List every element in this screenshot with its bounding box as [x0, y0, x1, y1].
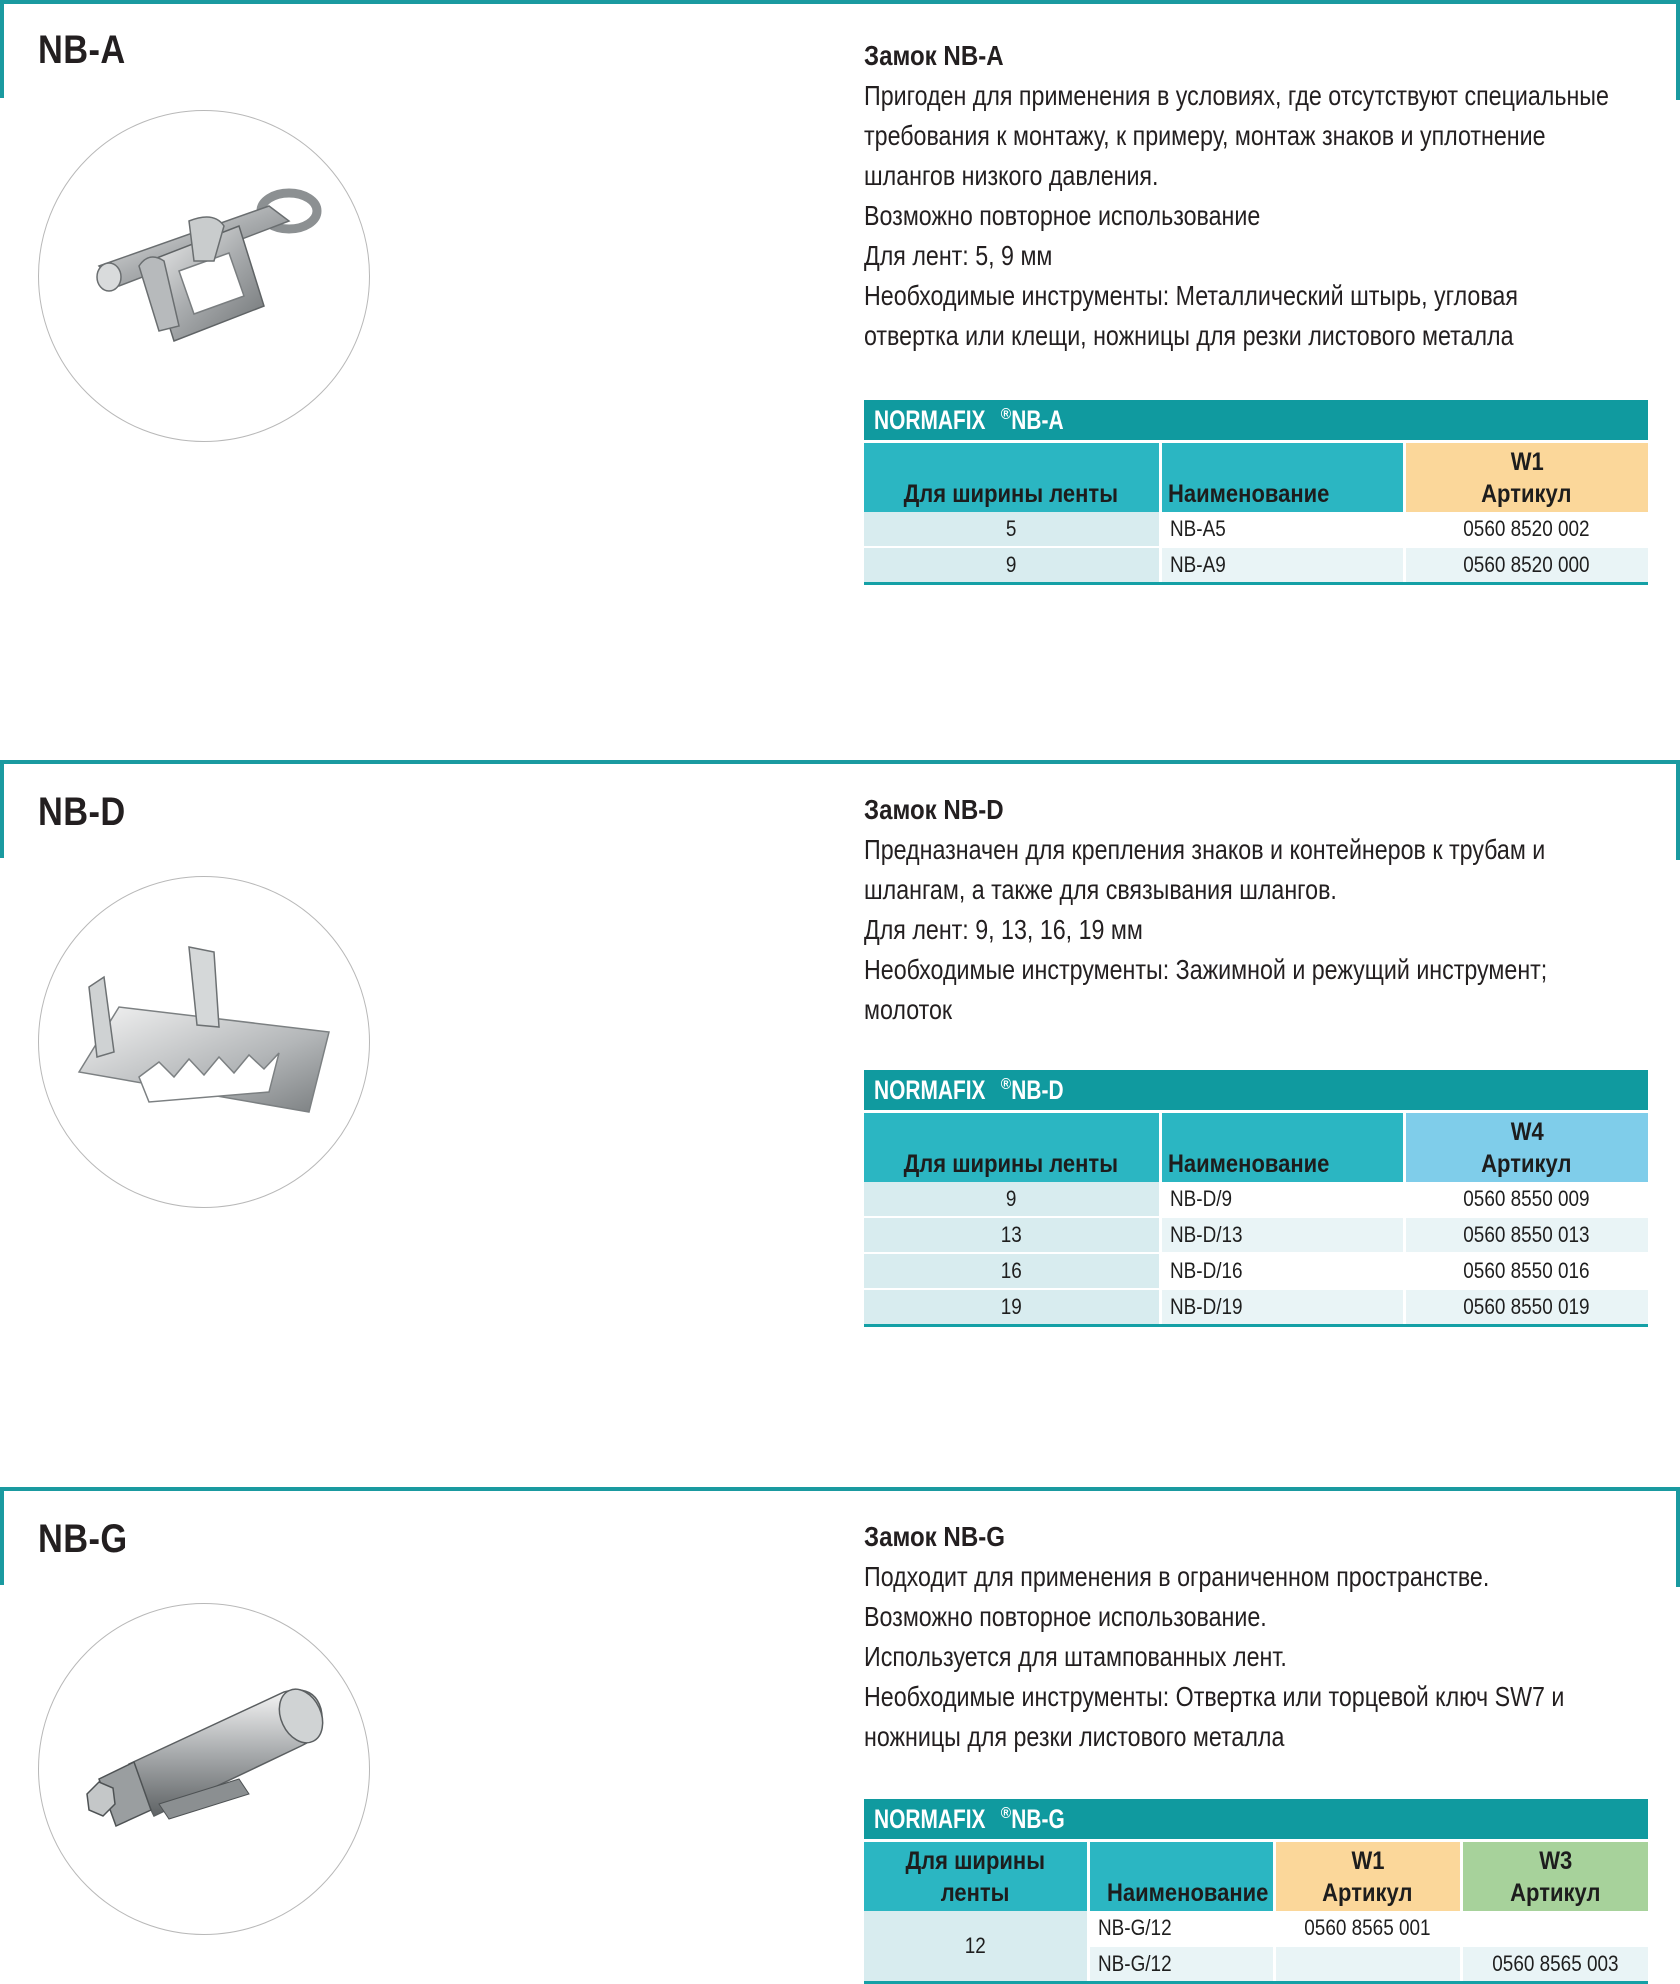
section-frame-top [0, 760, 1680, 764]
description-line: шлангам, а также для связывания шлангов. [864, 874, 1337, 905]
product-table-nb-a [864, 400, 1648, 585]
cell-name: NB-A5 [1160, 512, 1404, 547]
column-header-w1-article: W1 Артикул [1404, 442, 1648, 512]
product-table-nb-d [864, 1070, 1648, 1327]
table-row [864, 1182, 1648, 1217]
table-row [864, 547, 1648, 584]
cell-article: 0560 8520 002 [1404, 512, 1648, 547]
description-line: требования к монтажу, к примеру, монтаж знаков и уплотнение [864, 120, 1546, 151]
table-row [864, 1289, 1648, 1326]
description-line: Возможно повторное использование [864, 200, 1261, 231]
description-line: Для лент: 5, 9 мм [864, 240, 1053, 271]
column-header-w1-article: W1 Артикул [1274, 1841, 1461, 1911]
table-row [864, 1217, 1648, 1253]
description-line: Предназначен для крепления знаков и контейнеров к трубам и [864, 834, 1546, 865]
cell-width: 12 [864, 1911, 1088, 1983]
cell-name: NB-D/19 [1160, 1289, 1404, 1326]
cell-article: 0560 8550 016 [1404, 1253, 1648, 1289]
cell-name: NB-A9 [1160, 547, 1404, 584]
product-code-title: NB-D [38, 790, 126, 834]
product-photo-nb-a [38, 110, 370, 442]
product-section-nb-a [0, 0, 1680, 660]
product-description [864, 1517, 1654, 1757]
product-section-nb-g [0, 1487, 1680, 1982]
section-frame-right [1676, 0, 1680, 100]
description-line: ножницы для резки листового металла [864, 1721, 1285, 1752]
cell-article: 0560 8550 009 [1404, 1182, 1648, 1217]
product-section-nb-d [0, 760, 1680, 1420]
description-line: Необходимые инструменты: Отвертка или торцевой ключ SW7 и [864, 1681, 1565, 1712]
cell-name: NB-D/13 [1160, 1217, 1404, 1253]
product-code-title: NB-A [38, 28, 126, 72]
description-title: Замок NB-D [864, 794, 1004, 825]
section-frame-left [0, 1487, 4, 1585]
cell-article: 0560 8550 019 [1404, 1289, 1648, 1326]
cell-width: 16 [864, 1253, 1160, 1289]
cell-width: 13 [864, 1217, 1160, 1253]
table-row [864, 1911, 1648, 1946]
product-description [864, 790, 1654, 1030]
description-title: Замок NB-G [864, 1521, 1005, 1552]
description-line: Необходимые инструменты: Зажимной и режущий инструмент; [864, 954, 1548, 985]
cell-w1-article [1274, 1946, 1461, 1983]
description-line: Для лент: 9, 13, 16, 19 мм [864, 914, 1143, 945]
table-row [864, 1253, 1648, 1289]
cell-width: 9 [864, 1182, 1160, 1217]
cell-width: 19 [864, 1289, 1160, 1326]
column-header-w4-article: W4 Артикул [1404, 1112, 1648, 1182]
cell-width: 9 [864, 547, 1160, 584]
description-line: отвертка или клещи, ножницы для резки листового металла [864, 320, 1514, 351]
column-header-width: Для ширины ленты [864, 1112, 1160, 1182]
column-header-name: Наименование [1088, 1841, 1274, 1911]
cell-article: 0560 8520 000 [1404, 547, 1648, 584]
description-line: Используется для штампованных лент. [864, 1641, 1287, 1672]
description-line: шлангов низкого давления. [864, 160, 1159, 191]
cell-name: NB-G/12 [1088, 1946, 1274, 1983]
cell-w1-article: 0560 8565 001 [1274, 1911, 1461, 1946]
cell-name: NB-D/16 [1160, 1253, 1404, 1289]
description-line: Необходимые инструменты: Металлический штырь, угловая [864, 280, 1518, 311]
column-header-width: Для ширины ленты [864, 442, 1160, 512]
column-header-name: Наименование [1160, 442, 1404, 512]
cell-article: 0560 8550 013 [1404, 1217, 1648, 1253]
section-frame-left [0, 760, 4, 858]
table-caption: NORMAFIX ®NB-G [864, 1799, 1648, 1841]
product-table-nb-g [864, 1799, 1648, 1984]
table-row [864, 512, 1648, 547]
section-frame-left [0, 0, 4, 98]
description-line: Подходит для применения в ограниченном пространстве. [864, 1561, 1490, 1592]
description-line: Возможно повторное использование. [864, 1601, 1267, 1632]
section-frame-right [1676, 760, 1680, 860]
description-title: Замок NB-A [864, 40, 1004, 71]
column-header-w3-article: W3 Артикул [1461, 1841, 1648, 1911]
cell-name: NB-D/9 [1160, 1182, 1404, 1217]
description-line: Пригоден для применения в условиях, где отсутствуют специальные [864, 80, 1609, 111]
section-frame-top [0, 0, 1680, 4]
section-frame-top [0, 1487, 1680, 1491]
buckle-nb-a-illustration [39, 111, 369, 441]
cell-w3-article [1461, 1911, 1648, 1946]
product-photo-nb-d [38, 876, 370, 1208]
table-caption: NORMAFIX ®NB-D [864, 1070, 1648, 1112]
cell-name: NB-G/12 [1088, 1911, 1274, 1946]
cell-width: 5 [864, 512, 1160, 547]
column-header-name: Наименование [1160, 1112, 1404, 1182]
buckle-nb-g-illustration [39, 1604, 369, 1934]
product-photo-nb-g [38, 1603, 370, 1935]
product-description [864, 36, 1654, 356]
table-caption: NORMAFIX ®NB-A [864, 400, 1648, 442]
cell-w3-article: 0560 8565 003 [1461, 1946, 1648, 1983]
buckle-nb-d-illustration [39, 877, 369, 1207]
section-frame-right [1676, 1487, 1680, 1587]
description-line: молоток [864, 994, 953, 1025]
product-code-title: NB-G [38, 1517, 128, 1561]
column-header-width: Для ширины ленты [864, 1841, 1088, 1911]
